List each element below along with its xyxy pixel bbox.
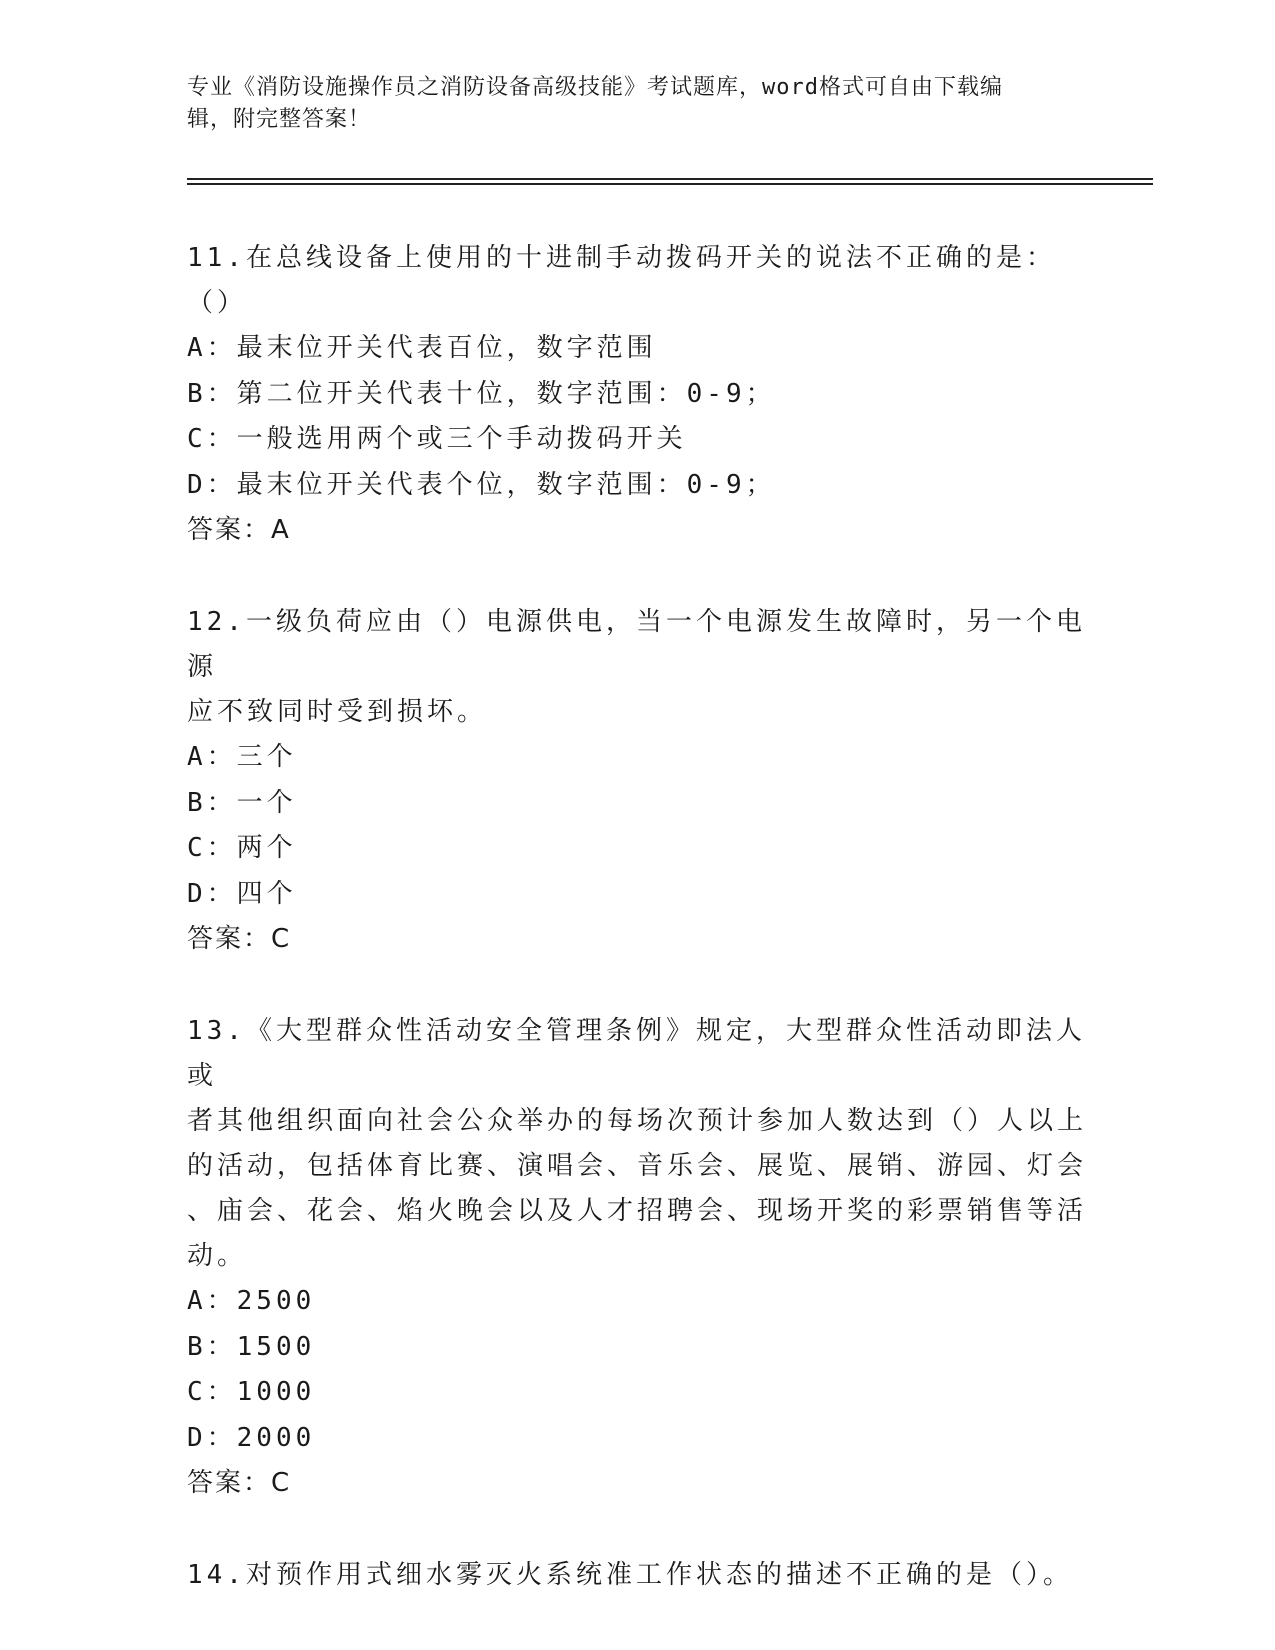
question-text: 14.对预作用式细水雾灭火系统准工作状态的描述不正确的是（）。 [187,1560,1073,1590]
option-c: C：两个 [187,833,297,863]
question-text: 应不致同时受到损坏。 [187,697,488,727]
option-a: A：最末位开关代表百位，数字范围 [187,333,657,363]
option-d: D：最末位开关代表个位，数字范围：0-9； [187,469,776,500]
option-b: B：第二位开关代表十位，数字范围：0-9； [187,378,776,409]
question-text: 12.一级负荷应由（）电源供电，当一个电源发生故障时，另一个电源 [187,607,1086,682]
question-text: 动。 [187,1241,248,1271]
question-13 [187,1009,1087,1506]
header-divider-top [187,178,1153,180]
document-header [187,72,1067,136]
question-text: 者其他组织面向社会公众举办的每场次预计参加人数达到（）人以上 [187,1106,1088,1136]
question-11 [187,236,1087,553]
question-text: 13.《大型群众性活动安全管理条例》规定，大型群众性活动即法人或 [187,1016,1086,1091]
answer: 答案：A [187,515,291,545]
option-d: D：2000 [187,1422,316,1453]
question-list [187,236,1087,1645]
question-14 [187,1553,1087,1598]
header-line-1: 专业《消防设施操作员之消防设备高级技能》考试题库，word格式可自由下载编 [187,75,1003,100]
option-a: A：三个 [187,742,297,772]
question-text: 的活动，包括体育比赛、演唱会、音乐会、展览、展销、游园、灯会 [187,1151,1088,1181]
header-divider-bottom [187,183,1153,185]
question-12 [187,600,1087,962]
option-a: A：2500 [187,1286,316,1316]
header-line-2: 辑，附完整答案！ [187,107,372,132]
option-b: B：1500 [187,1331,316,1362]
option-d: D：四个 [187,878,297,909]
answer: 答案：C [187,1468,292,1498]
question-text: 、庙会、花会、焰火晚会以及人才招聘会、现场开奖的彩票销售等活 [187,1196,1088,1226]
answer: 答案：C [187,924,292,954]
option-b: B：一个 [187,787,297,818]
option-c: C：1000 [187,1377,316,1407]
question-text: 11.在总线设备上使用的十进制手动拨码开关的说法不正确的是：（） [187,243,1056,318]
option-c: C：一般选用两个或三个手动拨码开关 [187,424,687,454]
